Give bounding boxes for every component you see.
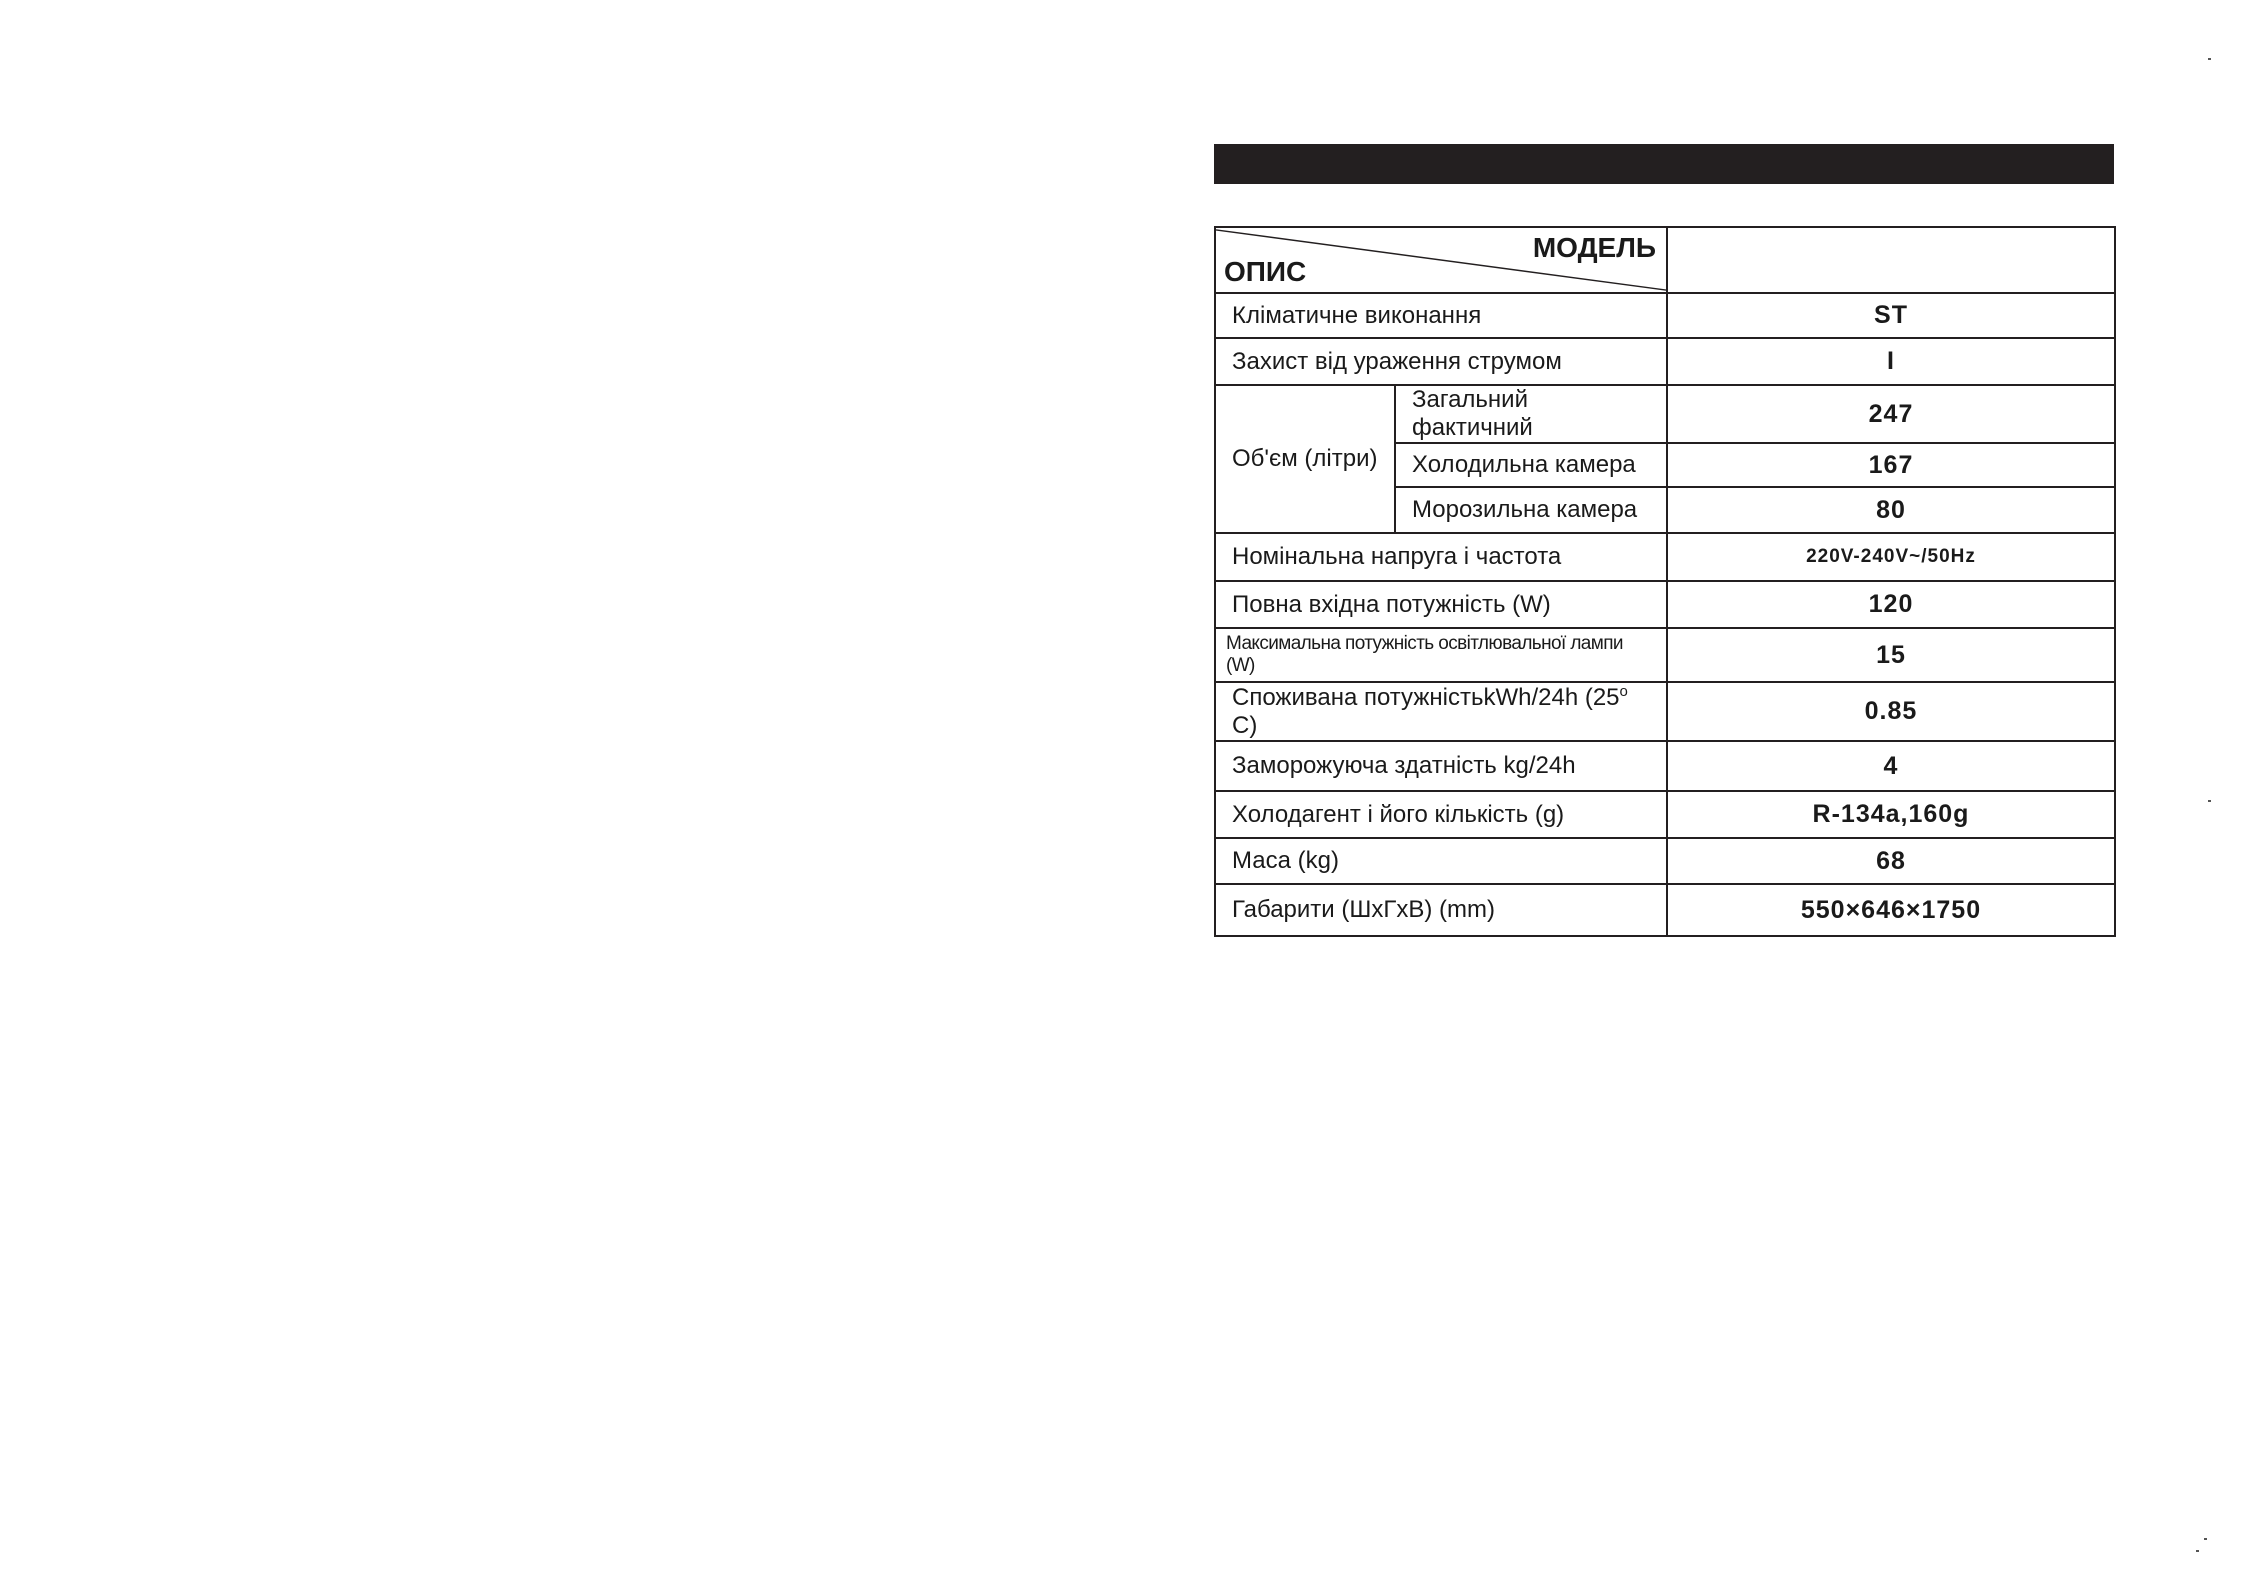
row-label: Габарити (ШхГхВ) (mm) — [1215, 884, 1667, 936]
row-label: Максимальна потужність освітлювальної лампи (W) — [1215, 628, 1667, 682]
row-value: R-134a,160g — [1667, 791, 2115, 838]
degree-superscript: o — [1619, 683, 1628, 700]
row-label: Захист від ураження струмом — [1215, 338, 1667, 385]
table-header-row — [1215, 227, 2115, 293]
row-label — [1215, 682, 1667, 741]
section-header-bar — [1214, 144, 2114, 184]
row-value: I — [1667, 338, 2115, 385]
crop-mark — [2208, 800, 2211, 802]
row-value: 4 — [1667, 741, 2115, 791]
table-row — [1215, 791, 2115, 838]
row-label: Заморожуюча здатність kg/24h — [1215, 741, 1667, 791]
row-label-text: Споживана потужністьkWh/24h (25 — [1232, 684, 1620, 711]
row-sublabel: Загальний фактичний — [1395, 385, 1667, 443]
row-value: ST — [1667, 293, 2115, 338]
table-row — [1215, 682, 2115, 741]
row-sublabel: Холодильна камера — [1395, 443, 1667, 487]
row-label: Холодагент і його кількість (g) — [1215, 791, 1667, 838]
row-value: 550×646×1750 — [1667, 884, 2115, 936]
row-label: Кліматичне виконання — [1215, 293, 1667, 338]
table-row — [1215, 741, 2115, 791]
row-value: 15 — [1667, 628, 2115, 682]
row-value: 167 — [1667, 443, 2115, 487]
table-row — [1215, 385, 2115, 443]
crop-mark — [2196, 1550, 2199, 1552]
crop-mark — [2204, 1538, 2207, 1540]
description-header-label: ОПИС — [1224, 256, 1307, 287]
specifications-table — [1214, 226, 2116, 937]
table-row — [1215, 838, 2115, 884]
row-label: Повна вхідна потужність (W) — [1215, 581, 1667, 628]
row-value: 80 — [1667, 487, 2115, 533]
table-row — [1215, 884, 2115, 936]
table-row — [1215, 581, 2115, 628]
table-row — [1215, 533, 2115, 581]
row-label: Номінальна напруга і частота — [1215, 533, 1667, 581]
row-value: 120 — [1667, 581, 2115, 628]
row-value: 247 — [1667, 385, 2115, 443]
crop-mark — [2208, 58, 2211, 60]
row-sublabel: Морозильна камера — [1395, 487, 1667, 533]
row-value: 220V-240V~/50Hz — [1667, 533, 2115, 581]
row-value: 0.85 — [1667, 682, 2115, 741]
row-value: 68 — [1667, 838, 2115, 884]
diagonal-header-cell — [1215, 227, 1667, 293]
table-row — [1215, 338, 2115, 385]
row-label: Маса (kg) — [1215, 838, 1667, 884]
row-label-suffix: C) — [1232, 712, 1258, 739]
table-row — [1215, 293, 2115, 338]
model-header-label: МОДЕЛЬ — [1532, 232, 1656, 263]
model-value-cell — [1667, 227, 2115, 293]
table-row — [1215, 628, 2115, 682]
volume-group-label: Об'єм (літри) — [1215, 385, 1395, 533]
